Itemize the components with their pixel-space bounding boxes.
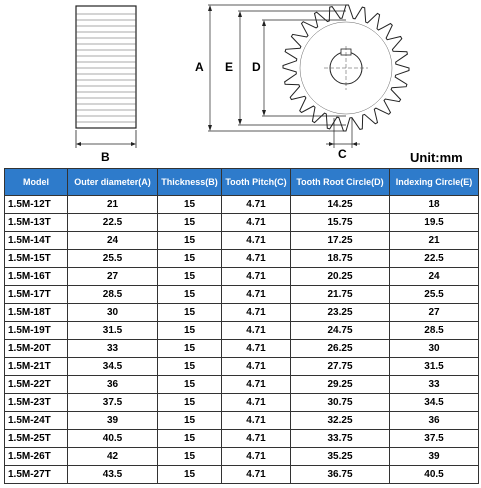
cell-indexing-circle: 18: [390, 196, 479, 214]
cell-tooth-pitch: 4.71: [222, 250, 291, 268]
header-outer-diameter: Outer diameter(A): [68, 169, 158, 196]
cell-outer-diameter: 24: [68, 232, 158, 250]
cell-model: 1.5M-19T: [5, 322, 68, 340]
cell-thickness: 15: [158, 376, 222, 394]
cell-tooth-root-circle: 15.75: [291, 214, 390, 232]
cell-thickness: 15: [158, 214, 222, 232]
header-model: Model: [5, 169, 68, 196]
cell-outer-diameter: 34.5: [68, 358, 158, 376]
cell-model: 1.5M-17T: [5, 286, 68, 304]
cell-model: 1.5M-25T: [5, 430, 68, 448]
cell-tooth-pitch: 4.71: [222, 340, 291, 358]
cell-tooth-root-circle: 17.25: [291, 232, 390, 250]
cell-thickness: 15: [158, 466, 222, 484]
header-indexing-circle: Indexing Circle(E): [390, 169, 479, 196]
cell-tooth-root-circle: 14.25: [291, 196, 390, 214]
cell-model: 1.5M-23T: [5, 394, 68, 412]
table-row: [5, 394, 479, 412]
dim-label-e: E: [225, 60, 234, 74]
cell-indexing-circle: 21: [390, 232, 479, 250]
table-row: [5, 232, 479, 250]
cell-model: 1.5M-12T: [5, 196, 68, 214]
cell-thickness: 15: [158, 196, 222, 214]
cell-tooth-root-circle: 21.75: [291, 286, 390, 304]
spec-table: [4, 168, 479, 484]
cell-outer-diameter: 25.5: [68, 250, 158, 268]
unit-label: Unit:mm: [410, 150, 463, 165]
cell-indexing-circle: 34.5: [390, 394, 479, 412]
cell-outer-diameter: 43.5: [68, 466, 158, 484]
cell-model: 1.5M-22T: [5, 376, 68, 394]
cell-model: 1.5M-26T: [5, 448, 68, 466]
cell-indexing-circle: 37.5: [390, 430, 479, 448]
cell-outer-diameter: 21: [68, 196, 158, 214]
cell-indexing-circle: 40.5: [390, 466, 479, 484]
dim-label-d: D: [252, 60, 261, 74]
table-row: [5, 214, 479, 232]
cell-indexing-circle: 22.5: [390, 250, 479, 268]
cell-outer-diameter: 27: [68, 268, 158, 286]
cell-tooth-root-circle: 27.75: [291, 358, 390, 376]
pulley-diagram: [0, 0, 481, 168]
table-row: [5, 322, 479, 340]
cell-tooth-root-circle: 26.25: [291, 340, 390, 358]
cell-tooth-root-circle: 32.25: [291, 412, 390, 430]
cell-tooth-pitch: 4.71: [222, 466, 291, 484]
cell-outer-diameter: 22.5: [68, 214, 158, 232]
cell-model: 1.5M-13T: [5, 214, 68, 232]
cell-thickness: 15: [158, 448, 222, 466]
cell-thickness: 15: [158, 250, 222, 268]
cell-indexing-circle: 19.5: [390, 214, 479, 232]
cell-indexing-circle: 24: [390, 268, 479, 286]
cell-indexing-circle: 27: [390, 304, 479, 322]
cell-outer-diameter: 37.5: [68, 394, 158, 412]
cell-tooth-pitch: 4.71: [222, 358, 291, 376]
cell-indexing-circle: 36: [390, 412, 479, 430]
cell-outer-diameter: 31.5: [68, 322, 158, 340]
cell-tooth-pitch: 4.71: [222, 268, 291, 286]
cell-thickness: 15: [158, 286, 222, 304]
cell-outer-diameter: 39: [68, 412, 158, 430]
pulley-side-view: [76, 6, 136, 148]
cell-model: 1.5M-21T: [5, 358, 68, 376]
table-row: [5, 412, 479, 430]
cell-thickness: 15: [158, 430, 222, 448]
cell-tooth-root-circle: 29.25: [291, 376, 390, 394]
cell-tooth-pitch: 4.71: [222, 430, 291, 448]
table-row: [5, 376, 479, 394]
cell-tooth-root-circle: 18.75: [291, 250, 390, 268]
cell-model: 1.5M-16T: [5, 268, 68, 286]
cell-thickness: 15: [158, 412, 222, 430]
cell-indexing-circle: 33: [390, 376, 479, 394]
cell-tooth-pitch: 4.71: [222, 448, 291, 466]
table-row: [5, 286, 479, 304]
cell-indexing-circle: 25.5: [390, 286, 479, 304]
cell-outer-diameter: 40.5: [68, 430, 158, 448]
header-tooth-root-circle: Tooth Root Circle(D): [291, 169, 390, 196]
table-row: [5, 250, 479, 268]
cell-outer-diameter: 33: [68, 340, 158, 358]
cell-model: 1.5M-18T: [5, 304, 68, 322]
cell-tooth-root-circle: 35.25: [291, 448, 390, 466]
table-row: [5, 448, 479, 466]
dim-label-b: B: [101, 150, 110, 164]
cell-tooth-root-circle: 23.25: [291, 304, 390, 322]
cell-tooth-root-circle: 24.75: [291, 322, 390, 340]
cell-thickness: 15: [158, 322, 222, 340]
cell-tooth-root-circle: 33.75: [291, 430, 390, 448]
technical-drawing: [0, 0, 481, 168]
cell-tooth-pitch: 4.71: [222, 376, 291, 394]
cell-outer-diameter: 28.5: [68, 286, 158, 304]
cell-outer-diameter: 36: [68, 376, 158, 394]
cell-tooth-pitch: 4.71: [222, 232, 291, 250]
cell-tooth-pitch: 4.71: [222, 394, 291, 412]
table-row: [5, 340, 479, 358]
cell-thickness: 15: [158, 304, 222, 322]
cell-tooth-pitch: 4.71: [222, 286, 291, 304]
table-row: [5, 304, 479, 322]
cell-thickness: 15: [158, 232, 222, 250]
table-row: [5, 466, 479, 484]
cell-tooth-pitch: 4.71: [222, 304, 291, 322]
cell-tooth-pitch: 4.71: [222, 322, 291, 340]
cell-thickness: 15: [158, 394, 222, 412]
cell-model: 1.5M-20T: [5, 340, 68, 358]
cell-indexing-circle: 28.5: [390, 322, 479, 340]
dim-label-a: A: [195, 60, 204, 74]
cell-outer-diameter: 42: [68, 448, 158, 466]
cell-model: 1.5M-24T: [5, 412, 68, 430]
table-row: [5, 196, 479, 214]
cell-model: 1.5M-27T: [5, 466, 68, 484]
cell-thickness: 15: [158, 340, 222, 358]
cell-tooth-root-circle: 36.75: [291, 466, 390, 484]
table-row: [5, 358, 479, 376]
pulley-front-view: [283, 5, 409, 131]
cell-tooth-pitch: 4.71: [222, 412, 291, 430]
cell-tooth-pitch: 4.71: [222, 196, 291, 214]
dim-label-c: C: [338, 147, 347, 161]
cell-model: 1.5M-14T: [5, 232, 68, 250]
cell-thickness: 15: [158, 268, 222, 286]
cell-indexing-circle: 30: [390, 340, 479, 358]
table-header-row: [5, 169, 479, 196]
cell-tooth-pitch: 4.71: [222, 214, 291, 232]
cell-tooth-root-circle: 30.75: [291, 394, 390, 412]
cell-thickness: 15: [158, 358, 222, 376]
cell-indexing-circle: 39: [390, 448, 479, 466]
cell-indexing-circle: 31.5: [390, 358, 479, 376]
header-thickness: Thickness(B): [158, 169, 222, 196]
table-row: [5, 268, 479, 286]
cell-model: 1.5M-15T: [5, 250, 68, 268]
cell-tooth-root-circle: 20.25: [291, 268, 390, 286]
table-row: [5, 430, 479, 448]
cell-outer-diameter: 30: [68, 304, 158, 322]
header-tooth-pitch: Tooth Pitch(C): [222, 169, 291, 196]
